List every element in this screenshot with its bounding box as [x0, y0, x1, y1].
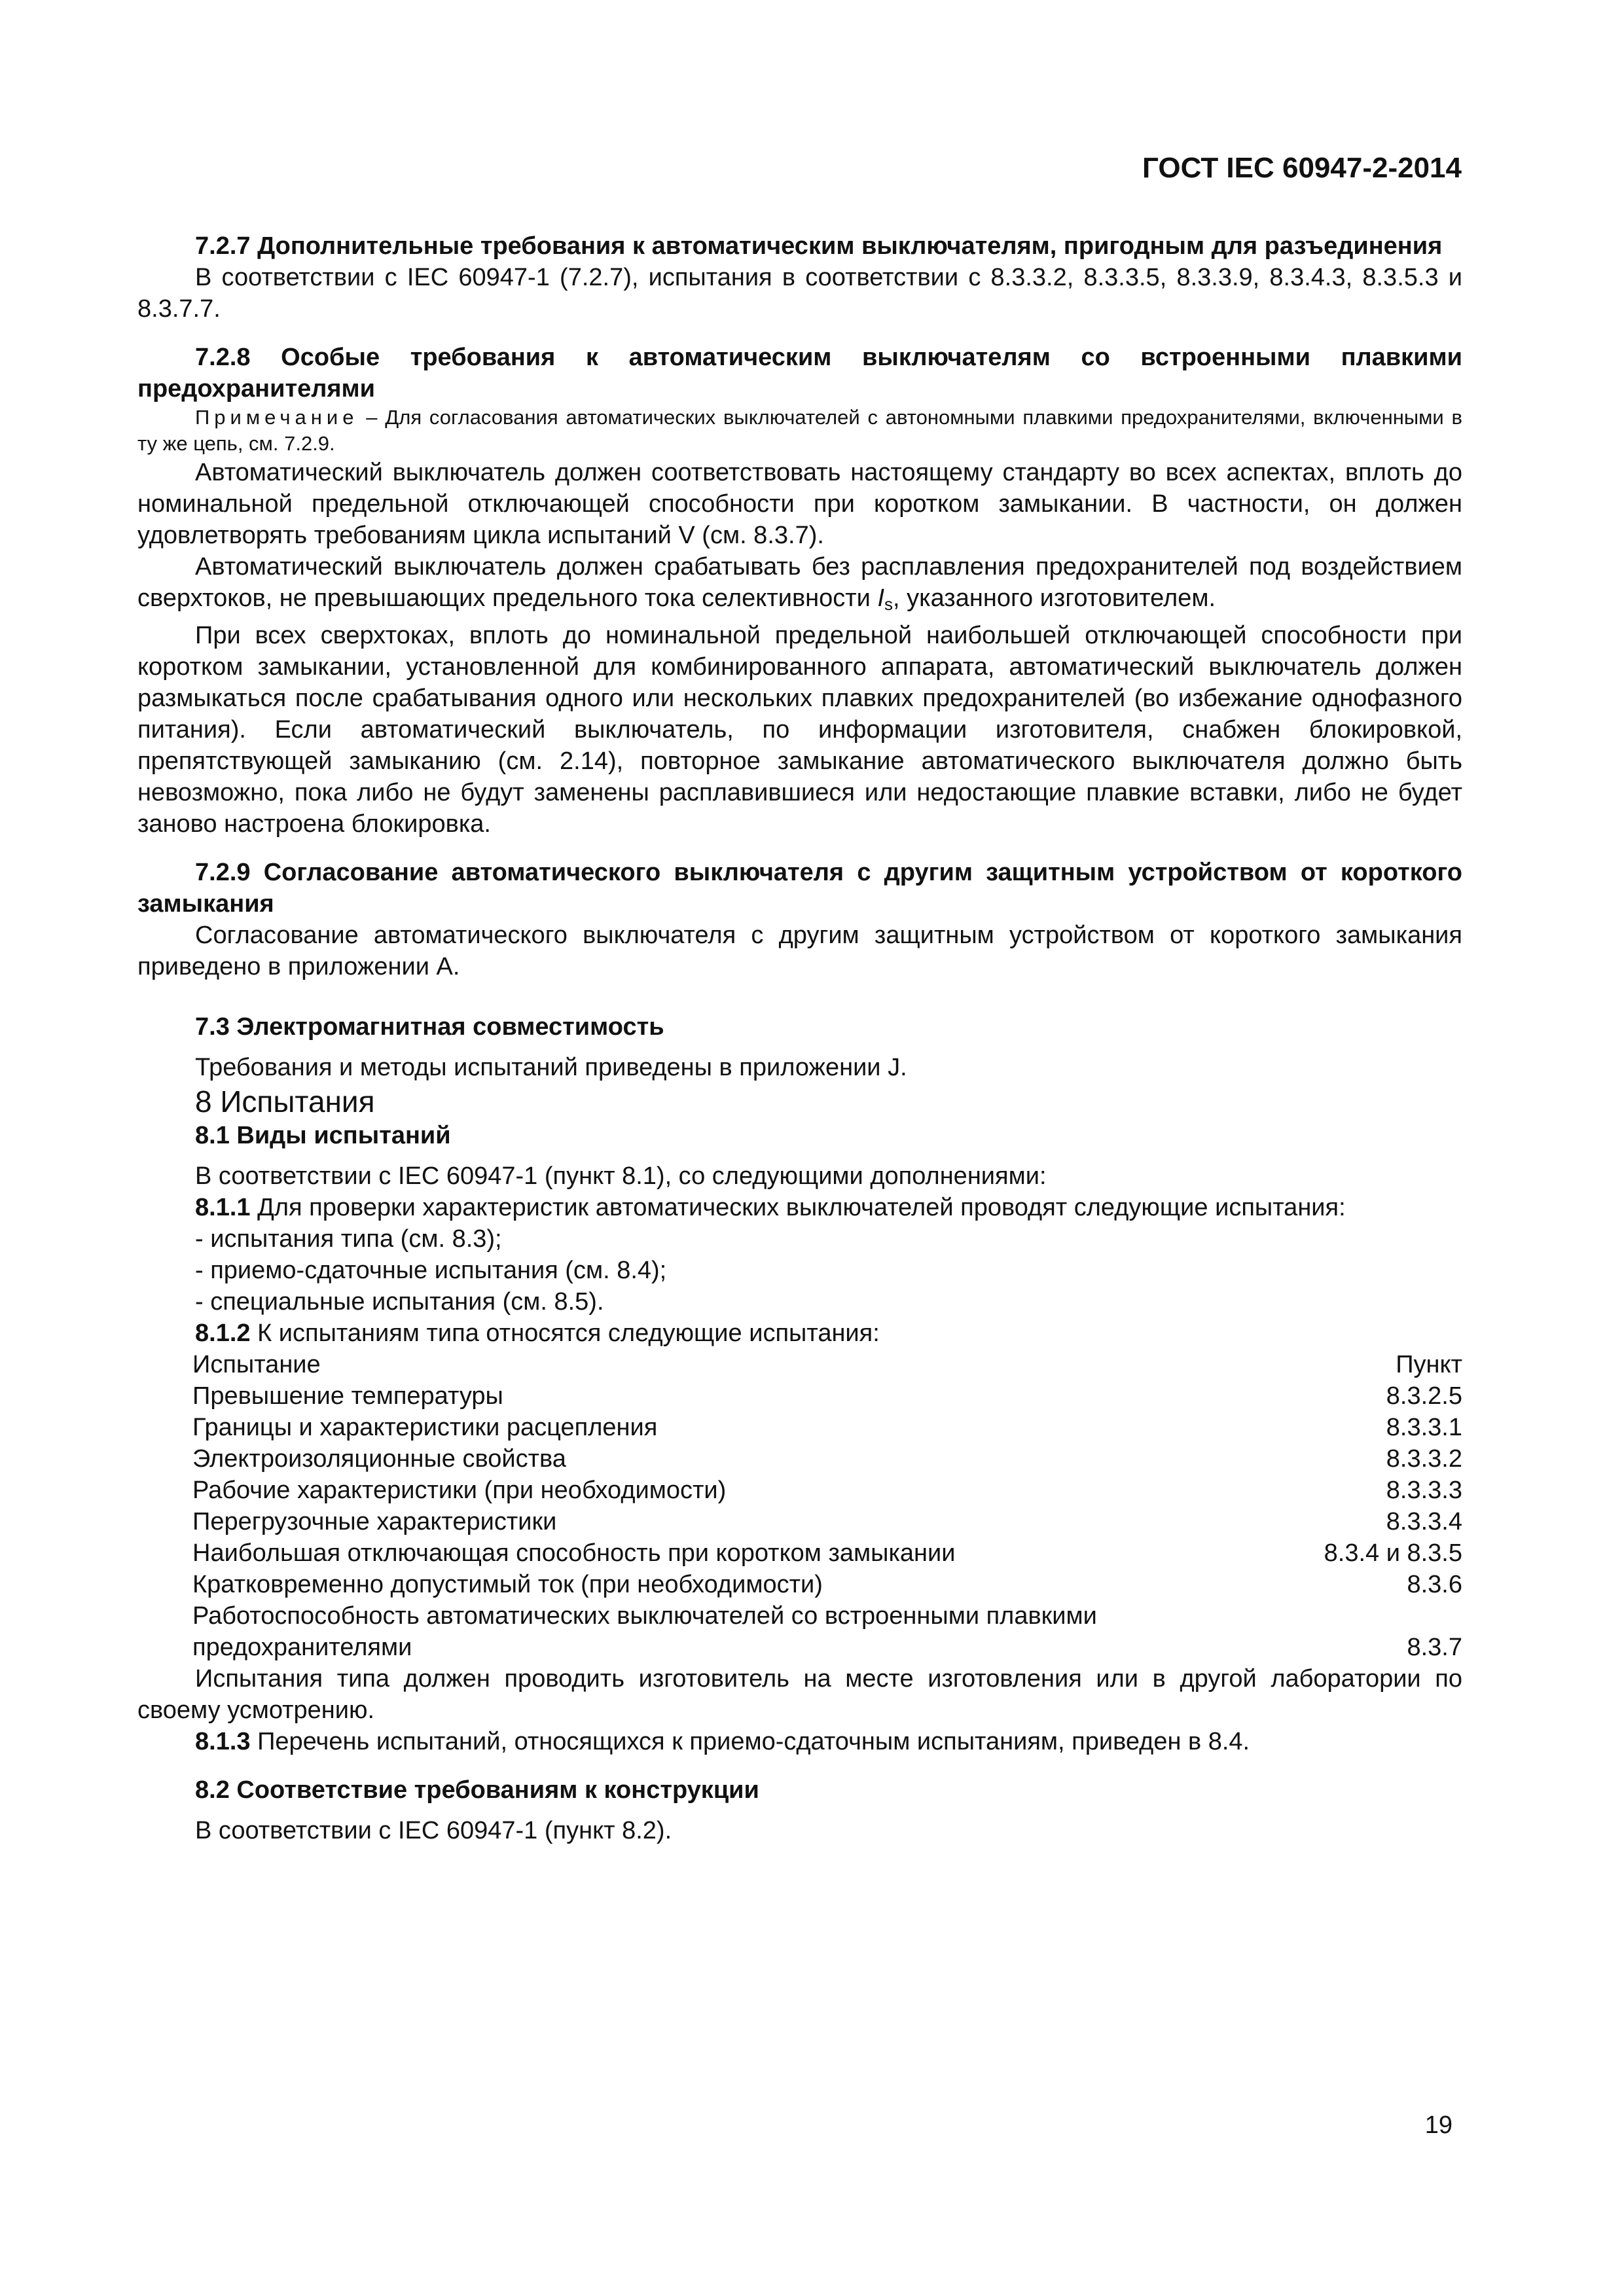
list-item: - приемо-сдаточные испытания (см. 8.4);: [195, 1257, 667, 1284]
text-span: К испытаниям типа относятся следующие испытания:: [250, 1319, 880, 1347]
table-cell-clause: 8.3.2.5: [1386, 1382, 1462, 1410]
table-cell-test: Работоспособность автоматических выключателей со встроенными плавкими: [192, 1602, 1097, 1630]
table-header-test: Испытание: [192, 1351, 321, 1378]
table-row: [192, 1569, 1462, 1600]
paragraph-8-1-2: [137, 1318, 1462, 1349]
paragraph-8-2: В соответствии с IEC 60947-1 (пункт 8.2).: [195, 1817, 672, 1844]
heading-7-3: 7.3 Электромагнитная совместимость: [195, 1013, 664, 1041]
table-cell-clause: [1294, 1600, 1462, 1632]
document-code: ГОСТ IEC 60947-2-2014: [1142, 152, 1462, 184]
table-row: [192, 1412, 1462, 1443]
table-row: [192, 1443, 1462, 1475]
table-row: [192, 1632, 1462, 1663]
paragraph-8-1-intro: В соответствии с IEC 60947-1 (пункт 8.1), со следующими дополнениями:: [195, 1162, 1047, 1190]
table-row: [192, 1600, 1462, 1632]
paragraph-7-2-7: В соответствии с IEC 60947-1 (7.2.7), испытания в соответствии с 8.3.3.2, 8.3.3.5, 8.3.3.9, 8.3.4.3, 8.3.5.3 и 8.3.7.7.: [137, 264, 1462, 323]
table-cell-test: Электроизоляционные свойства: [192, 1445, 566, 1473]
table-cell-test: Перегрузочные характеристики: [192, 1508, 557, 1535]
page-number: 19: [1424, 2111, 1453, 2139]
table-header-clause: Пункт: [1396, 1351, 1462, 1378]
table-row: [192, 1506, 1462, 1537]
note-7-2-8: [137, 404, 1462, 457]
table-row: [192, 1380, 1462, 1412]
clause-number: 8.1.3: [195, 1728, 251, 1755]
heading-8: 8 Испытания: [195, 1085, 375, 1119]
clause-number: 8.1.1: [195, 1194, 251, 1221]
list-item: - специальные испытания (см. 8.5).: [195, 1288, 604, 1316]
page-content: [137, 230, 1462, 1846]
list-item: - испытания типа (см. 8.3);: [195, 1225, 502, 1253]
paragraph-after-table: Испытания типа должен проводить изготовитель на месте изготовления или в другой лаборатории по своему усмотрению.: [137, 1665, 1462, 1724]
paragraph-8-1-3: [137, 1726, 1462, 1757]
text-span: Перечень испытаний, относящихся к приемо-сдаточным испытаниям, приведен в 8.4.: [250, 1728, 1250, 1755]
heading-8-2: 8.2 Соответствие требованиям к конструкции: [195, 1776, 759, 1804]
type-tests-table: [192, 1349, 1462, 1663]
table-cell-test: Границы и характеристики расцепления: [192, 1414, 658, 1441]
table-cell-test: Превышение температуры: [192, 1382, 503, 1410]
table-cell-clause: 8.3.3.1: [1386, 1414, 1462, 1441]
text-span: Для проверки характеристик автоматических выключателей проводят следующие испытания:: [250, 1194, 1346, 1221]
heading-7-2-9: 7.2.9 Согласование автоматического выключателя с другим защитным устройством от короткого замыкания: [137, 859, 1462, 918]
table-cell-clause: 8.3.6: [1407, 1571, 1462, 1598]
paragraph-7-2-8-1: Автоматический выключатель должен соответствовать настоящему стандарту во всех аспектах, вплоть до номинальной предельной отключающей способности при коротком замыкании. В частности, он должен удовлетворять требованиям цикла испытаний V (см. 8.3.7).: [137, 459, 1462, 549]
table-cell-clause: 8.3.3.4: [1386, 1508, 1462, 1535]
text-span: Автоматический выключатель должен срабатывать без расплавления предохранителей под воздействием сверхтоков, не превышающих предельного тока селективности: [137, 553, 1462, 612]
table-header-row: [192, 1349, 1462, 1380]
table-cell-test: Наибольшая отключающая способность при коротком замыкании: [192, 1539, 956, 1567]
heading-7-2-8: 7.2.8 Особые требования к автоматическим выключателям со встроенными плавкими предохранителями: [137, 344, 1462, 403]
paragraph-7-2-9: Согласование автоматического выключателя с другим защитным устройством от короткого замыкания приведено в приложении А.: [137, 922, 1462, 980]
table-cell-clause: 8.3.3.3: [1386, 1477, 1462, 1504]
table-row: [192, 1475, 1462, 1506]
note-label: Примечание: [195, 406, 359, 429]
paragraph-7-3: Требования и методы испытаний приведены в приложении J.: [195, 1054, 907, 1081]
table-cell-clause: 8.3.3.2: [1386, 1445, 1462, 1473]
symbol-i: I: [877, 584, 885, 612]
table-cell-clause: 8.3.7: [1407, 1634, 1462, 1661]
symbol-sub: s: [884, 594, 893, 614]
table-row: [192, 1537, 1462, 1569]
clause-number: 8.1.2: [195, 1319, 251, 1347]
paragraph-7-2-8-3: При всех сверхтоках, вплоть до номинальной предельной наибольшей отключающей способности при коротком замыкании, установленной для комбинированного аппарата, автоматический выключатель должен размыкаться после срабатывания одного или нескольких плавких предохранителей (во избежание однофазного питания). Если автоматический выключатель, по информации изготовителя, снабжен блокировкой, препятствующей замыканию (см. 2.14), повторное замыкание автоматического выключателя должно быть невозможно, пока либо не будут заменены расплавившиеся или недостающие плавкие вставки, либо не будет заново настроена блокировка.: [137, 622, 1462, 838]
table-cell-test: Рабочие характеристики (при необходимости): [192, 1477, 727, 1504]
table-cell-clause: 8.3.4 и 8.3.5: [1324, 1539, 1462, 1567]
heading-8-1: 8.1 Виды испытаний: [195, 1122, 451, 1149]
note-text: – Для согласования автоматических выключателей с автономными плавкими предохранителями, включенными в ту же цепь, см. 7.2.9.: [137, 406, 1462, 455]
paragraph-8-1-1: [137, 1192, 1462, 1223]
table-cell-test: предохранителями: [192, 1634, 412, 1661]
paragraph-7-2-8-2: [137, 551, 1462, 620]
text-span: , указанного изготовителем.: [893, 584, 1216, 612]
heading-7-2-7: 7.2.7 Дополнительные требования к автоматическим выключателям, пригодным для разъединения: [195, 232, 1443, 260]
table-cell-test: Кратковременно допустимый ток (при необходимости): [192, 1571, 823, 1598]
